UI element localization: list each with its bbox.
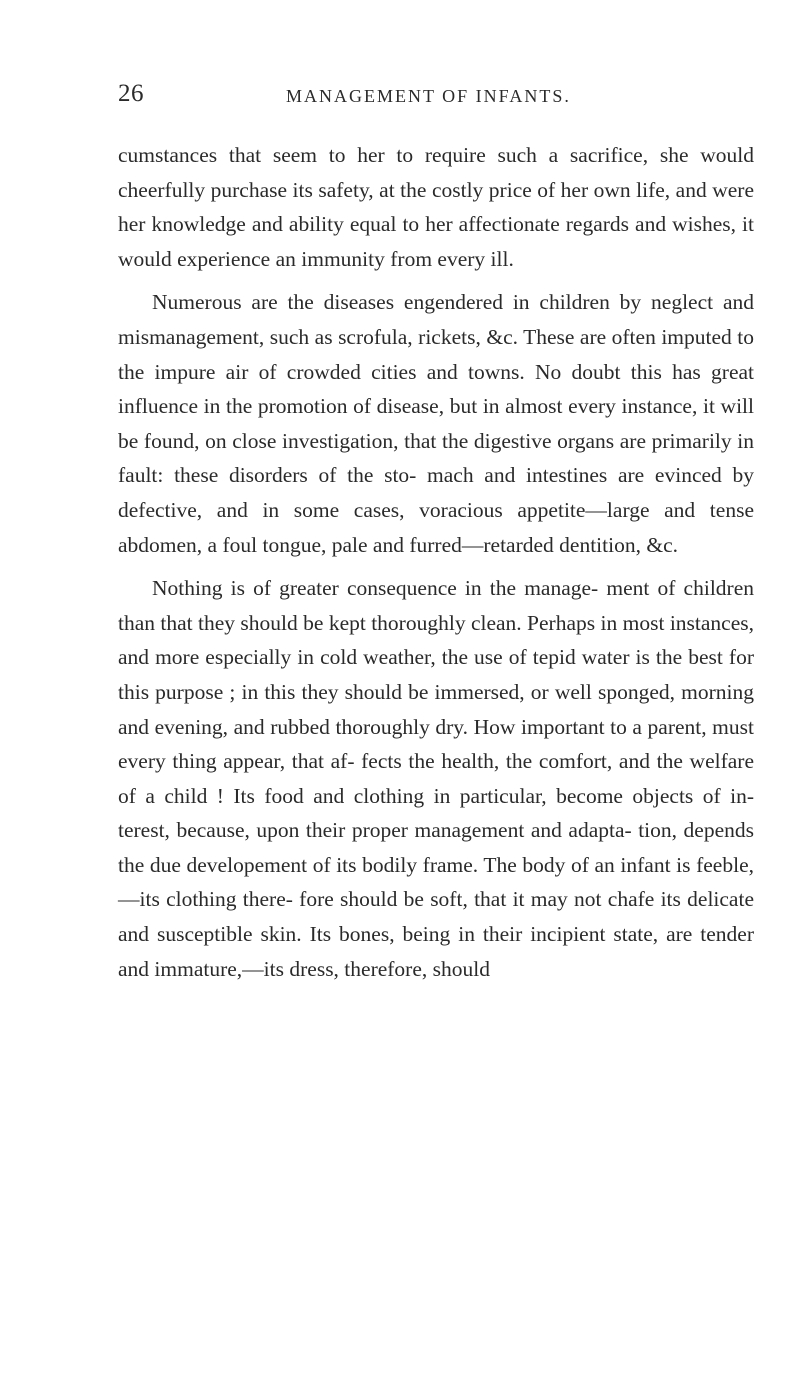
- running-head: MANAGEMENT OF INFANTS.: [286, 86, 571, 106]
- paragraph-cleanliness: Nothing is of greater consequence in the manage- ment of children than that they should be kept thoroughly clean. Perhaps in most instances, and more especially in cold weather, the use of tepid water is the best for this purpose ; in this they should be immersed, or well sponged, morning and evening, and rubbed thoroughly dry. How important to a parent, must every thing appear, that af- fects the health, the comfort, and the welfare of a child ! Its food and clothing in particular, become objects of in- terest, because, upon their proper management and adapta- tion, depends the due developement of its bodily frame. The body of an infant is feeble,—its clothing there- fore should be soft, that it may not chafe its delicate and susceptible skin. Its bones, being in their incipient state, are tender and immature,—its dress, therefore, should: [118, 576, 754, 981]
- body-text: [118, 138, 754, 986]
- page-header: [118, 80, 758, 114]
- paragraph-continued: cumstances that seem to her to require such a sacrifice, she would cheerfully purchase its safety, at the costly price of her own life, and were her knowledge and ability equal to her affectionate regards and wishes, it would experience an immunity from every ill.: [118, 143, 754, 271]
- paragraph-diseases: Numerous are the diseases engendered in children by neglect and mismanagement, such as scrofula, rickets, &c. These are often imputed to the impure air of crowded cities and towns. No doubt this has great influence in the promotion of disease, but in almost every instance, it will be found, on close investigation, that the digestive organs are primarily in fault: these disorders of the sto- mach and intestines are evinced by defective, and in some cases, voracious appetite—large and tense abdomen, a foul tongue, pale and furred—retarded dentition, &c.: [118, 290, 754, 557]
- page-number: 26: [118, 80, 144, 107]
